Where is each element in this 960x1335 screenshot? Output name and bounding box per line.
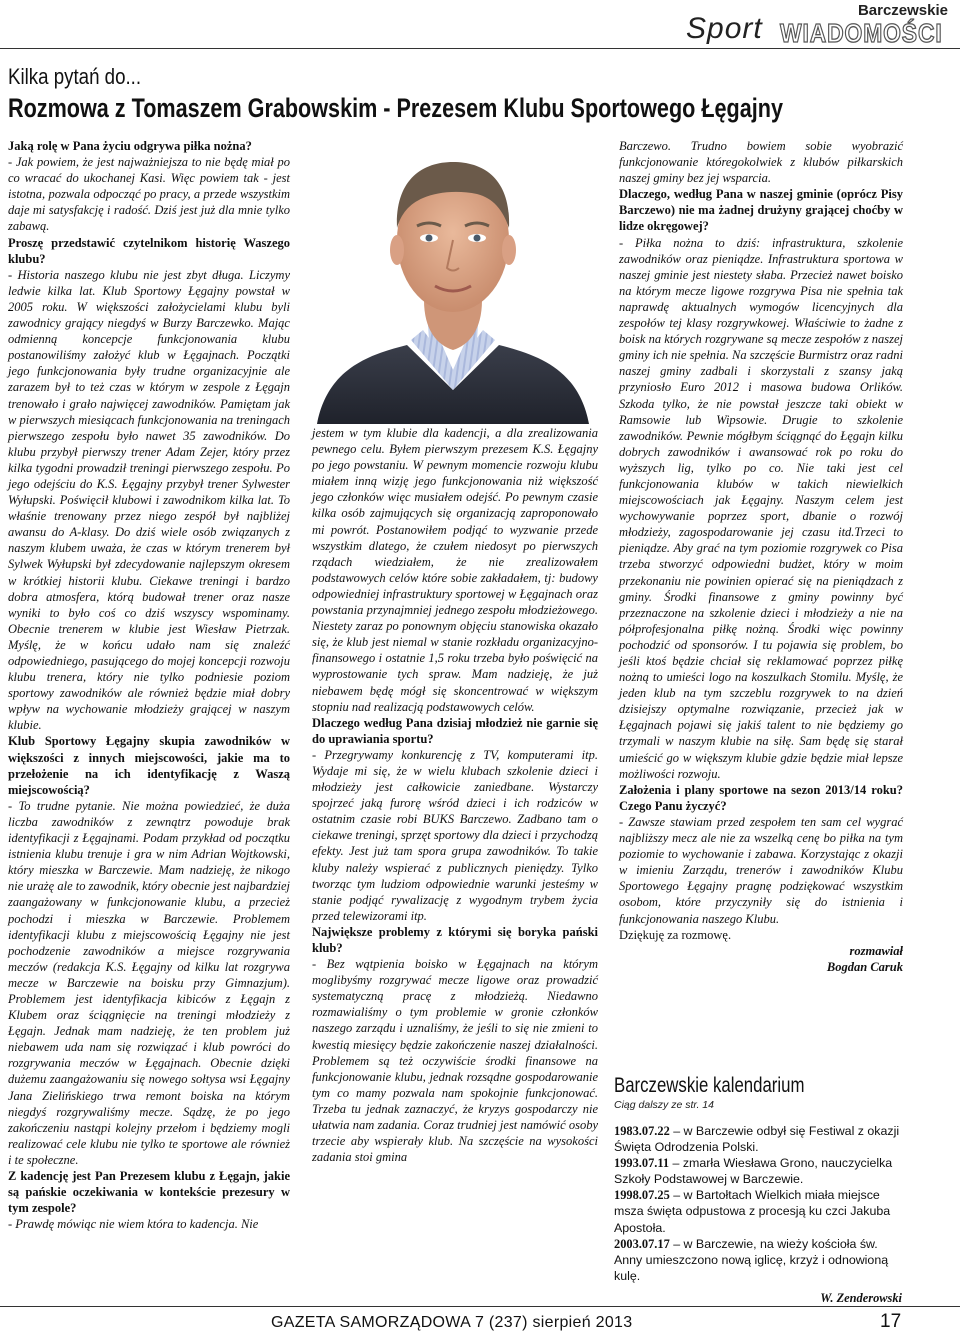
logo-main-text: WIADOMOŚCI [780, 18, 943, 48]
calendar-entry-date: 1993.07.11 [614, 1156, 670, 1171]
calendar-entry [614, 1187, 902, 1235]
calendar-entry-date: 2003.07.17 [614, 1236, 670, 1251]
calendar-author: W. Zenderowski [820, 1290, 902, 1305]
interview-answer: - To trudne pytanie. Nie można powiedzieć, że duża liczba zawodników z zewnątrz powoduje brak identyfikacji z Łęgajnami. Podam przykład od początku istnienia klubu trenuje i gra w nim Adrian Wojtkowski, który mieszka w Barczewie. Mam nadzieję, że nikogo nie urażę ale to zawodnik, który obecnie jest najbardziej zaangażowany w funkcjonowanie klubu, a przecież pochodzi i mieszka w Barczewie. Problemem identyfikacji klubu z miejscowością Łęgajny nie jest pochodzenie zawodników a miejsce rozgrywania meczów (redakcja K.S. Łęgajny od kilku lat rozgrywa mecze w Barczewie na boisku przy Gimnazjum). Problemem jest identyfikacja kibiców z Łęgajn z Klubem oraz ściągnięcie na treningi młodzieży z Łęgajn. Jednak mam nadzieję, że ten problem już niebawem uda nam się rozwiązać i klub powróci do rozgrywania meczów w Łęgajnach. Obecnie dzięki dużemu zaangażowaniu się nowego sołtysa wsi Łęgajny Jana Zielińskiego trwa remont boiska na którym niegdyś rozgrywaliśmy mecze. Sądzę, że po jego zakończeniu nastąpi kolejny przełom i będziemy mogli realizować cele klubu nie tylko te sportowe ale również i te społeczne. [8, 798, 290, 1167]
calendar-title: Barczewskie kalendarium [614, 1074, 805, 1097]
logo-top-text: Barczewskie [857, 2, 948, 19]
interview-answer: - Piłka nożna to dziś: infrastruktura, szkolenie zawodników oraz pieniądze. Infrastruktura sportowa w naszej gminie jest niestety słaba. Przecież nawet boisko na którym mecze ligowe rozgrywa Pisa nie spełnia tak naprawdę aktualnych wymogów licencyjnych dla zespołów tej klasy rozgrywkowej. Właściwie to żadne z boisk na których rozgrywane są mecze zespołów z naszej gminy ich nie spełnia. Na szczęście Burmistrz oraz radni naszej gminy zadbali i skorzystali z szansy jaką przyniosło Euro 2012 i masowa budowa Orlików. Szkoda tylko, że nie powstał jeszcze taki obiekt w Ramsowie lub Wipsowie. Drugie to szkolenie zawodników. Pewnie mógłbym ściągnąć do Łęgajn kilku dobrych zawodników i awansować rok po roku do wyższych lig, tylko po co. Nie taki jest cel funkcjonowania klubów w takich niewielkich miejscowościach jak Łęgajny. Naszym celem jest wychowywanie poprzez sport, dbanie o rozwój młodzieży, zagospodarowanie jej czasu itd.Trzeci to pieniądze. Aby grać na tym poziomie rozgrywek co Pisa trzeba stworzyć odpowiedni budżet, który w moim przekonaniu nie powinien opierać się na pieniądzach z gminy. Środki finansowe z gminy powinny być przeznaczone na szkolenie dzieci i młodzieży a nie na półprofesjonalna piłkę nożną. Środki więc powinny pochodzić od sponsorów. I tu pojawia się problem, bo jeśli ktoś będzie chciał się reklamować poprzez piłkę nożną to umieści logo na koszulkach Stomilu. Myślę, że jeden klub na tym szczeblu rozgrywek to na dzień dzisiejszy optymalne rozwiązanie, przecież jak w Łęgajnach pojawi się jakiś talent to nie będziemy go trzymali w naszym klubie na siłę. Sam będę się starał umieścić go w większym klubie gdzie będzie miał lepsze możliwości rozwoju. [619, 235, 903, 781]
interview-question: Dlaczego według Pana dzisiaj młodzież nie garnie się do uprawiania sportu? [312, 715, 598, 746]
interview-answer: - Bez wątpienia boisko w Łęgajnach na którym moglibyśmy rozgrywać mecze ligowe oraz prowadzić systematyczną pracę z młodzieżą. Niedawno rozmawialiśmy o tym problemie w gronie członków naszego zarządu i uznaliśmy, że jeśli to się nie zmieni to kwestią miesięcy będzie zakończenie naszej działalności. Problemem są też oczywiście środki finansowe na funkcjonowanie klubu, jednak rozsądne gospodarowanie tym co mamy pozwala nam spokojnie funkcjonować. Trzeba tu jednak zaznaczyć, że kryzys gospodarczy nie ułatwia nam zadania. Coraz trudniej jest namówić osoby trzecie aby wspierały klub. Na szczęście na wysokości zadania stoi gmina [312, 957, 598, 1165]
calendar-entry-text: – w Bartołtach Wielkich miała miejsce msza święta odpustowa z procesją ku czci Jakuba Apostoła. [614, 1188, 891, 1235]
calendar-entry-date: 1983.07.22 [614, 1124, 670, 1138]
interview-question: Z kadencję jest Pan Prezesem klubu z Łęgajn, jakie są pańskie oczekiwania w kontekście prezesury w tym zespole? [8, 1169, 290, 1216]
interview-answer: Barczewo. Trudno bowiem sobie wyobrazić funkcjonowanie któregokolwiek z klubów piłkarskich naszej gminy bez jej wsparcia. [619, 139, 903, 186]
calendar-entry [614, 1236, 902, 1284]
interview-answer: - Przegrywamy konkurencję z TV, komputerami itp. Wydaje mi się, że w wielu klubach szkolenie dzieci i młodzieży jest całkowicie zaniedbane. Wystarczy spojrzeć jaką furorę wśród dzieci i ich rodziców w ostatnim czasie robi BUKS Barczewo. Zadbano tam o ciekawe treningi, sprzęt sportowy dla dzieci i przychodzą efekty. Jest już tam spora grupa zawodników. To takie kluby należy wspierać z publicznych pieniędzy. Tylko tworząc tym ludziom odpowiednie warunki jesteśmy w stanie podjąć rywalizację z wygodnym trybem życia przed telewizorami itp. [312, 747, 598, 923]
signature-label: rozmawiał [849, 943, 903, 958]
article-kicker: Kilka pytań do... [8, 64, 142, 89]
interview-question: Założenia i plany sportowe na sezon 2013/14 roku? Czego Panu życzyć? [619, 782, 903, 813]
article-column-3 [619, 138, 903, 975]
calendar-entry-text: – zmarła Wiesława Grono, nauczycielka Szkoły Podstawowej w Barczewie. [614, 1156, 893, 1187]
interview-question: Jaką rolę w Pana życiu odgrywa piłka nożna? [8, 139, 252, 153]
interview-answer: Dziękuję za rozmowę. [619, 927, 732, 942]
article-column-1 [8, 138, 290, 1232]
calendar-entry-text: – w Barczewie odbył się Festiwal z okazji Święta Odrodzenia Polski. [614, 1124, 900, 1155]
interview-answer: - Prawdę mówiąc nie wiem która to kadencja. Nie [8, 1217, 259, 1232]
calendar-entry [614, 1123, 902, 1155]
interview-answer: - Jak powiem, że jest najważniejsza to nie będę miał po co wracać do ukochanej Kasi. Więc powiem tak - jest istotna, pozwala odpocząć po pracy, a przede wszystkim daje mi satysfakcję i radość. Dziś jest już dla mnie tylko zabawą. [8, 155, 290, 234]
calendar-entry-date: 1998.07.25 [614, 1188, 670, 1203]
signature-name: Bogdan Caruk [826, 959, 903, 974]
interview-question: Klub Sportowy Łęgajny skupia zawodników w większości z innych miejscowości, jakie ma to przełożenie na ich identyfikację z Waszą miejscowością? [8, 734, 290, 797]
portrait-photo [307, 140, 599, 424]
interview-answer: jestem w tym klubie dla kadencji, a dla zrealizowania pewnego celu. Byłem pierwszym prezesem K.S. Łęgajny po jego powstaniu. W pewnym momencie rozwoju klubu miałem inną wizję jego funkcjonowania niż większość jego członków więc musiałem odejść. Po pewnym czasie kilka osób zajmujących się organizacją zaproponowało mi powrót. Postanowiłem podjąć to wyzwanie przede wszystkim dlatego, że czułem niedosyt po pierwszych rządach wiedziałem, że nie zrealizowałem podstawowych celów które sobie zakładałem, tj: budowy odpowiedniej infrastruktury sportowej w Łęgajnach oraz powstania przynajmniej jednego zespołu młodzieżowego. Niestety zaraz po ponownym objęciu stanowiska okazało się, że klub jest niemal w stanie rozkładu organizacyjno-finansowego i ostatnie 1,5 roku trzeba było poświęcić na wyprostowanie tych spraw. Mam nadzieję, że już niebawem będę mógł się skoncentrować w większym stopniu nad realizacją podstawowych celów. [312, 426, 598, 714]
footer-divider [0, 1306, 960, 1307]
article-column-2 [312, 425, 598, 1165]
calendar-entry-text: – w Barczewie, na wieży kościoła św. Anny umieszczono nową iglicę, krzyż i odnowioną kulę. [614, 1236, 889, 1283]
newspaper-logo [780, 2, 952, 46]
interview-question: Największe problemy z którymi się boryka pański klub? [312, 924, 598, 955]
calendar-body [614, 1123, 902, 1306]
interview-answer: - Historia naszego klubu nie jest zbyt długa. Liczymy ledwie kilka lat. Klub Sportowy Łęgajny powstał w 2005 roku. W większości założycielami klubu byli zawodnicy grający niegdyś w Burzy Barczewko. Mając odmienną koncepcje funkcjonowania klubu postanowiliśmy założyć klub w Łęgajnach. Początki jego funkcjonowania były trudne organizacyjnie ale zarazem był to też czas w którym w zespole z Łęgajn trenowało i grało najwięcej zawodników. Pamiętam jak w pierwszych miesiącach funkcjonowania na treningach pierwszego zespołu było nawet 35 zawodników. Do klubu przybył pierwszy trener Adam Zejer, który przez kilka tygodni prowadził treningi pierwszego zespołu. Po jego odejściu do K.S. Łęgajny przybył trener Sylwester Wyłupski. Poświęcił klubowi i zawodnikom kilka lat. To właśnie trenowany przez niego zespół był najbliżej awansu do A-klasy. Do dziś wiele osób związanych z naszym klubem uważa, że czas w którym trenerem był Sylwek Wyłupski był zdecydowanie najlepszym okresem w krótkiej historii klubu. Ciekawe treningi i bardzo dobra atmosfera, którą budował trener oraz nasze wyniki to było coś co dziś wszyscy wspominamy. Obecnie trenerem w klubie jest Wiesław Pietrzak. Myślę, że w końcu udało nam się znaleźć odpowiedniego, pasującego do mojej koncepcji rozwoju klubu trenera, który nie tylko podniesie poziom sportowy zawodników ale również będzie miał dobry wpływ na wychowanie młodzieży grającej w naszym klubie. [8, 267, 290, 733]
calendar-subtitle: Ciąg dalszy ze str. 14 [614, 1099, 714, 1111]
interview-question: Dlaczego, według Pana w naszej gminie (oprócz Pisy Barczewo) nie ma żadnej drużyny grającej choćby w lidze okręgowej? [619, 187, 903, 234]
calendar-entry [614, 1155, 902, 1187]
interview-answer: - Zawsze stawiam przed zespołem ten sam cel wygrać najbliższy mecz ale nie za wszelką cenę bo piłka na tym poziomie to wychowanie i zabawa. Korzystając z okazji w imieniu Zarządu, trenerów i zawodników Klubu Sportowego Łęgajny pragnę podziękować wszystkim osobom, które przyczyniły się do istnienia i funkcjonowania naszego Klubu. [619, 814, 903, 926]
article-headline: Rozmowa z Tomaszem Grabowskim - Prezesem Klubu Sportowego Łęgajny [8, 93, 783, 123]
section-title: Sport [686, 12, 763, 45]
interview-question: Proszę przedstawić czytelnikom historię Waszego klubu? [8, 235, 290, 266]
footer-publication: GAZETA SAMORZĄDOWA 7 (237) sierpień 2013 [271, 1314, 633, 1331]
header-divider [0, 48, 960, 49]
page-number: 17 [880, 1311, 902, 1332]
